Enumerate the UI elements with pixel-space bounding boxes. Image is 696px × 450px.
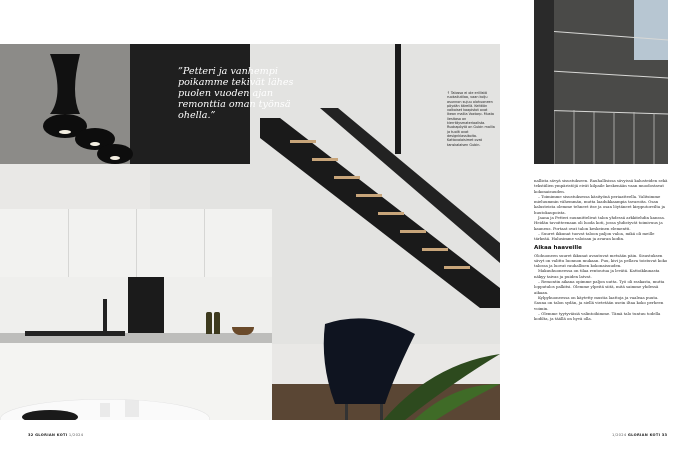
black-panel — [128, 277, 164, 333]
article-paragraph: Makuuhuoneessa on tilaa rentoutua ja levätä. Kattoikkunasta näkyy taivas ja puiden latvat. — [534, 268, 660, 279]
article-paragraph: – Toimimme sisustuksessa käsityönä periaatteella. Valitsimme mieluummin vähemmän, mutta laadukkaampia tavaroita. Osan kalusteista olemme tehneet itse ja osan löytäneet kirpputoreilta ja huutokaupoista. — [534, 193, 665, 215]
article-paragraph: – Suuret ikkunat tuovat taloon paljon valoa, mikä oli meille tärkeää. Halusimme valoisan ja avaran kodin. — [534, 230, 655, 242]
issue-number: 1/2024 — [612, 433, 627, 437]
right-page-footer — [612, 433, 667, 438]
article-paragraph: – Olemme tyytyväisiä valintoihimme. Tämä talo tuntuu todella kodilta, ja täällä on hyvä olla. — [534, 310, 661, 322]
cabinet-divider — [68, 209, 69, 277]
magazine-name: GLORIAN KOTI — [627, 433, 661, 437]
page-number: 33 — [661, 433, 668, 437]
cooktop — [25, 331, 125, 336]
article-paragraph: – Remontin aikana opimme paljon uutta. Työ oli raskasta, mutta lopputulos palkitsi. Olemme ylpeitä siitä, mitä saimme yhdessä aikaan. — [534, 279, 665, 295]
photo-caption: ↑ Talossa ei ole erillistä ruokailutilaa, vaan kolju asunnon sujuu olohuoneen pöydän äärellä. Keittiön valkoiset kaapistot ovat Ikean mallia Voxtorp. Musta liesitaso on kierrätysmateriaalista. Ruokapöytä on Gubin mallia ja tuolit ovat designklassikoita. Kattovalaisimet ovat tanskalaisen Gubin. — [447, 91, 495, 147]
section-heading: Aikaa haaveille — [534, 244, 582, 251]
magazine-name: GLORIAN KOTI — [35, 433, 68, 437]
bottle — [214, 312, 220, 334]
article-paragraph: Jaana ja Petteri suunnittelivat talon yhdessä arkkitehdin kanssa. Heidän tavoitteenaan oli luoda koti, jossa yhdistyvät toimivuus ja kauneus. Portaat ovat talon keskeinen elementti. — [534, 215, 666, 231]
cabinet-divider — [136, 209, 137, 277]
balcony-photo — [534, 0, 668, 164]
article-paragraph: Olohuoneen suuret ikkunat avautuvat metsään päin. Sisustuksen sävyt on valittu luonnon mukaan. Puu, kivi ja pellava toistuvat koko talossa ja luovat rauhallisen kokonaisuuden. — [534, 252, 668, 269]
article-paragraph: nallista sävyä sisustukseen. Rauhallisissa sävyissä kalusteiden sekä tekstiilien ympäristöjä eivät kilpaile keskenään vaan muodostavat kokonaisuuden. — [534, 178, 668, 194]
balcony-railings — [534, 0, 668, 164]
pull-quote: ”Petteri ja vanhempi poikamme tekivät lähes puolen vuoden ajan remonttia oman työnsä ohella.” — [178, 66, 294, 121]
issue-number: 1/2024 — [68, 433, 84, 437]
article-paragraph: Kylpyhuoneessa on käytetty mustia laattoja ja vaaleaa puuta. Sauna on talon sydän, ja siellä vietetään usein iltaa koko perheen voimin. — [534, 294, 664, 311]
pendant-lamps — [40, 54, 140, 164]
left-page-footer — [28, 433, 83, 438]
article-body — [534, 178, 668, 321]
faucet — [103, 299, 107, 333]
page-number: 32 — [28, 433, 34, 437]
palm-plant — [380, 344, 500, 420]
cabinet-divider — [204, 209, 205, 277]
bottle — [206, 312, 212, 334]
